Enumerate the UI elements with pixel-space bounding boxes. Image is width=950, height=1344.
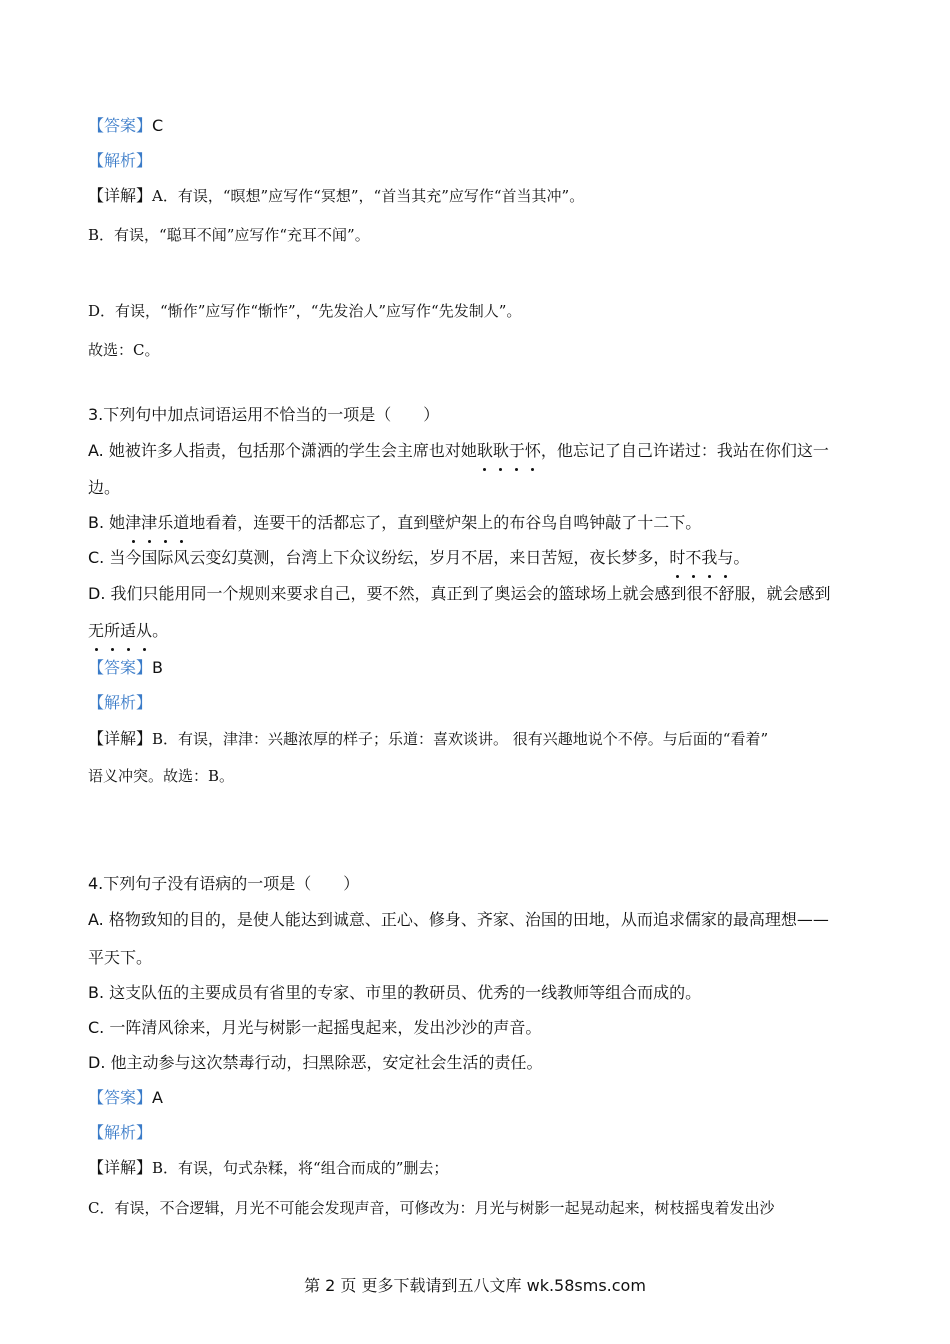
option-text: A. 她被许多人指责，包括那个潇洒的学生会主席也对她 [88, 441, 477, 460]
q3-detail-2: 语义冲突。故选：B。 [88, 767, 235, 785]
dotted-char: 耿 [477, 439, 493, 463]
analysis-tag: 【解析】 [88, 1123, 153, 1142]
option-text: B. 她 [88, 513, 126, 532]
q3-option-d-cont [88, 619, 168, 643]
page-footer: 第 2 页 更多下载请到五八文库 wk.58sms.com [304, 1276, 646, 1295]
q4-option-b: B. 这支队伍的主要成员有省里的专家、市里的教研员、优秀的一线教师等组合而成的。 [88, 983, 702, 1002]
q3-option-c [88, 546, 749, 570]
option-text: 。 [733, 548, 750, 567]
q4-option-d: D. 他主动参与这次禁毒行动，扫黑除恶，安定社会生活的责任。 [88, 1053, 543, 1072]
analysis-tag: 【解析】 [88, 151, 153, 170]
q4-answer-line [88, 1086, 163, 1110]
q3-analysis-line [88, 691, 152, 715]
dotted-term [88, 621, 152, 640]
detail-text: A．有误，“暝想”应写作“冥想”，“首当其充”应写作“首当其冲”。 [152, 187, 585, 205]
q3-option-b [88, 511, 701, 535]
detail-text: B．有误，津津：兴趣浓厚的样子；乐道：喜欢谈讲。 很有兴趣地说个不停。与后面的“看着” [152, 730, 769, 748]
detail-prefix: 【详解】 [88, 729, 153, 748]
q4-option-c: C. 一阵清风徐来，月光与树影一起摇曳起来，发出沙沙的声音。 [88, 1018, 542, 1037]
q4-detail-b [88, 1156, 448, 1180]
dotted-char: 耿 [493, 439, 509, 463]
q4-stem: 4.下列句子没有语病的一项是（ ） [88, 874, 360, 893]
q3-answer-line [88, 656, 163, 680]
q2-detail-b: B．有误，“聪耳不闻”应写作“充耳不闻”。 [88, 226, 370, 244]
answer-tag: 【答案】 [88, 658, 153, 677]
dotted-char: 津 [125, 511, 141, 535]
detail-text: B．有误，句式杂糅，将“组合而成的”删去； [152, 1159, 449, 1177]
dotted-char: 从 [136, 619, 152, 643]
option-text: C. 当今国际风云变幻莫测，台湾上下众议纷纭，岁月不居，来日苦短，夜长梦多， [88, 548, 670, 567]
answer-value: A [152, 1088, 163, 1107]
dotted-char: 适 [120, 619, 136, 643]
answer-value: C [152, 116, 164, 135]
q4-option-a: A. 格物致知的目的，是使人能达到诚意、正心、修身、齐家、治国的田地，从而追求儒家的最高理想—— [88, 910, 829, 929]
dotted-char: 与 [717, 546, 733, 570]
dotted-char: 津 [141, 511, 157, 535]
q2-conclusion: 故选：C。 [88, 341, 160, 359]
q3-option-a-cont: 边。 [88, 478, 121, 497]
dotted-char: 不 [685, 546, 701, 570]
q3-detail-1 [88, 727, 768, 751]
answer-tag: 【答案】 [88, 1088, 153, 1107]
dotted-char: 乐 [157, 511, 173, 535]
dotted-char: 道 [173, 511, 189, 535]
q2-detail-a [88, 184, 584, 208]
dotted-char: 无 [88, 619, 104, 643]
q4-analysis-line [88, 1121, 152, 1145]
answer-tag: 【答案】 [88, 116, 153, 135]
dotted-char: 所 [104, 619, 120, 643]
q3-option-d: D. 我们只能用同一个规则来要求自己，要不然，真正到了奥运会的篮球场上就会感到很不舒服，就会感到 [88, 584, 831, 603]
option-text: 地看着，连要干的活都忘了，直到壁炉架上的布谷鸟自鸣钟敲了十二下。 [189, 513, 702, 532]
q4-option-a-cont: 平天下。 [88, 948, 153, 967]
q2-answer-line [88, 114, 163, 138]
q2-analysis-line [88, 149, 152, 173]
option-text: 。 [152, 621, 169, 640]
dotted-term [669, 548, 733, 567]
detail-prefix: 【详解】 [88, 1158, 153, 1177]
q2-detail-d: D．有误，“惭作”应写作“惭怍”，“先发治人”应写作“先发制人”。 [88, 302, 522, 320]
dotted-char: 时 [669, 546, 685, 570]
dotted-term [125, 513, 189, 532]
detail-prefix: 【详解】 [88, 186, 153, 205]
q3-option-a [88, 439, 829, 463]
q3-stem: 3.下列句中加点词语运用不恰当的一项是（ ） [88, 405, 440, 424]
dotted-char: 我 [701, 546, 717, 570]
dotted-char: 于 [509, 439, 525, 463]
answer-value: B [152, 658, 163, 677]
analysis-tag: 【解析】 [88, 693, 153, 712]
dotted-term [477, 441, 541, 460]
option-text: ，他忘记了自己许诺过：我站在你们这一 [540, 441, 829, 460]
q4-detail-c: C．有误，不合逻辑，月光不可能会发现声音，可修改为：月光与树影一起晃动起来，树枝摇曳着发出沙 [88, 1199, 775, 1217]
dotted-char: 怀 [525, 439, 541, 463]
